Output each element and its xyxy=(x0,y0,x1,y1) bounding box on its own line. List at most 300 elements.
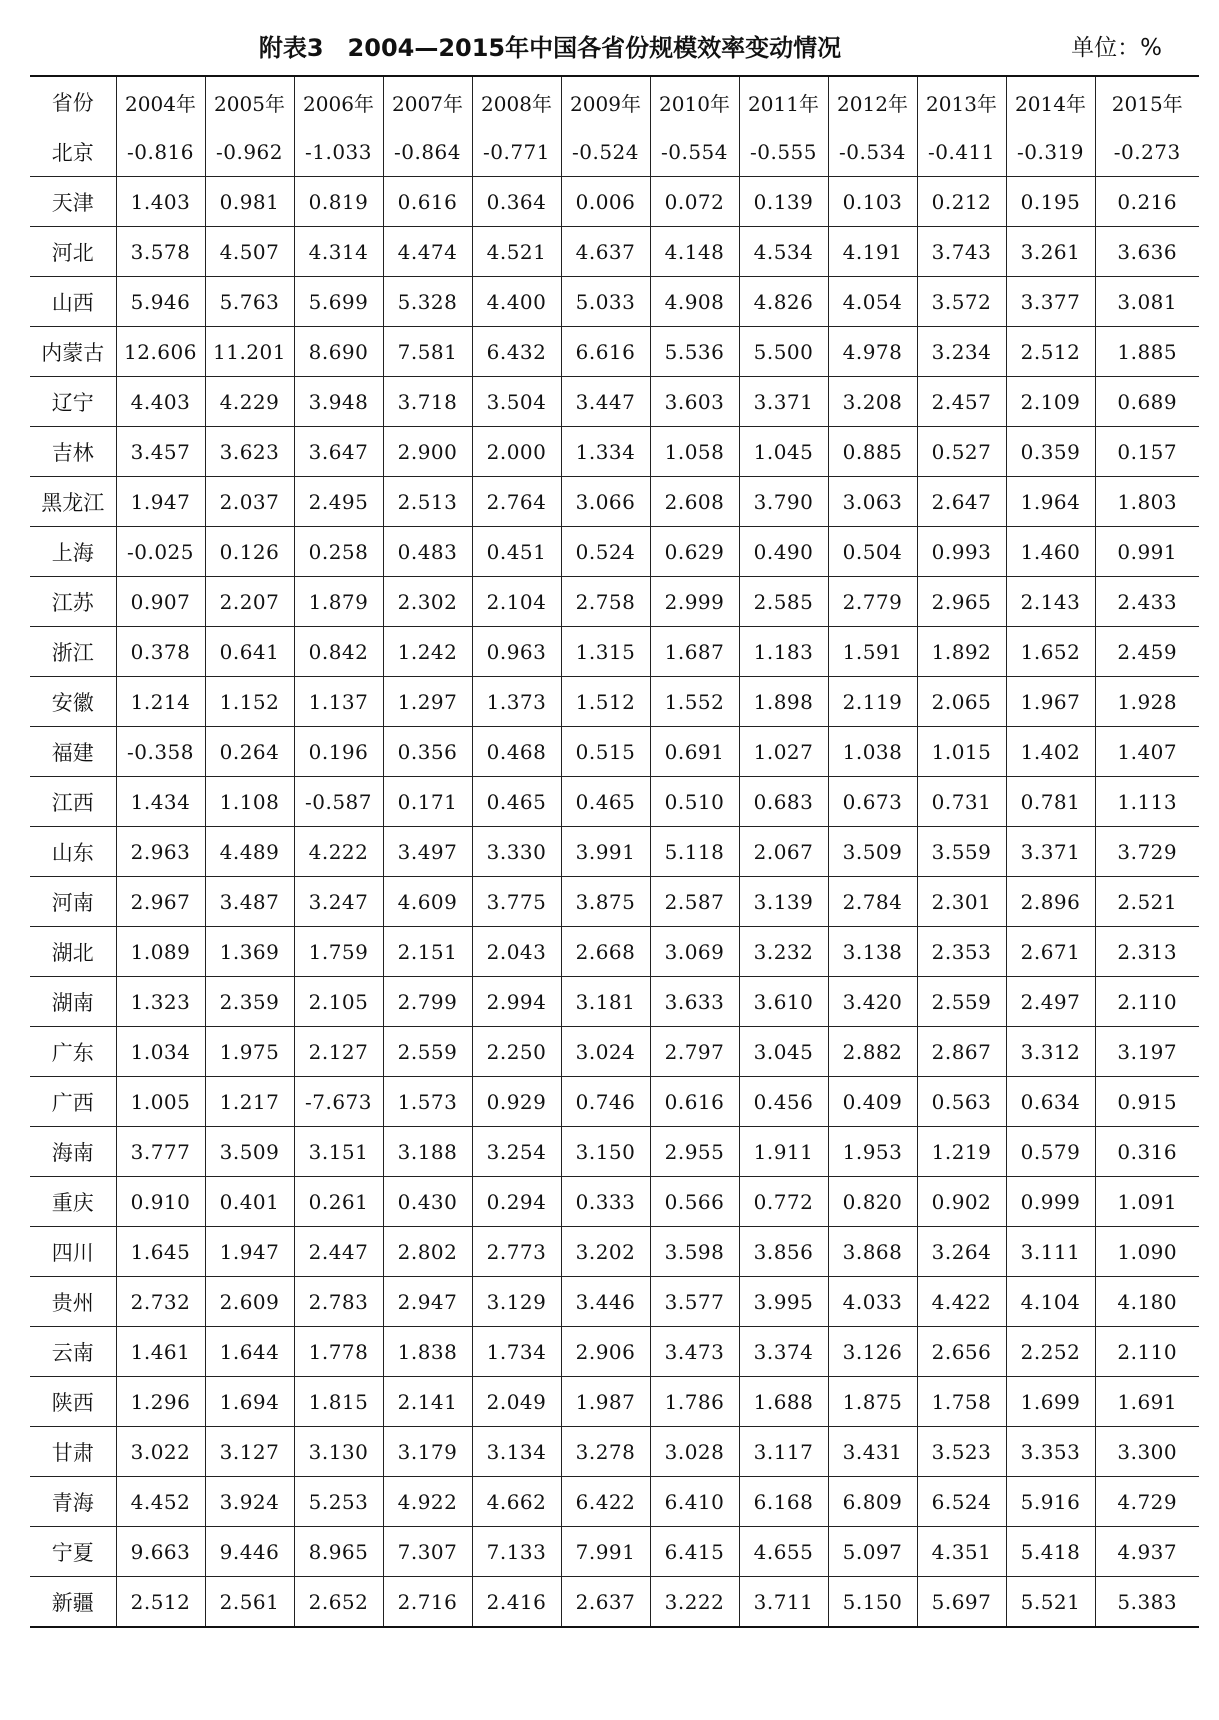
value-cell: 2.716 xyxy=(383,1577,472,1628)
value-cell: 4.729 xyxy=(1095,1477,1199,1527)
province-cell: 山东 xyxy=(30,827,116,877)
value-cell: 0.527 xyxy=(917,427,1006,477)
value-cell: 2.637 xyxy=(561,1577,650,1628)
value-cell: 1.461 xyxy=(116,1327,205,1377)
value-cell: 0.465 xyxy=(561,777,650,827)
value-cell: 1.898 xyxy=(739,677,828,727)
value-cell: 2.512 xyxy=(1006,327,1095,377)
value-cell: 4.403 xyxy=(116,377,205,427)
value-cell: 5.033 xyxy=(561,277,650,327)
table-row xyxy=(30,777,1199,827)
table-title: 附表3 2004—2015年中国各省份规模效率变动情况 xyxy=(258,34,842,62)
province-cell: 云南 xyxy=(30,1327,116,1377)
value-cell: 4.400 xyxy=(472,277,561,327)
value-cell: 4.826 xyxy=(739,277,828,327)
value-cell: 7.581 xyxy=(383,327,472,377)
province-cell: 北京 xyxy=(30,127,116,177)
value-cell: 3.247 xyxy=(294,877,383,927)
value-cell: 4.351 xyxy=(917,1527,1006,1577)
table-row xyxy=(30,227,1199,277)
table-row xyxy=(30,427,1199,477)
value-cell: 1.113 xyxy=(1095,777,1199,827)
value-cell: 1.953 xyxy=(828,1127,917,1177)
value-cell: 1.027 xyxy=(739,727,828,777)
value-cell: 1.652 xyxy=(1006,627,1095,677)
value-cell: 0.616 xyxy=(650,1077,739,1127)
value-cell: 0.139 xyxy=(739,177,828,227)
value-cell: 3.743 xyxy=(917,227,1006,277)
value-cell: 3.264 xyxy=(917,1227,1006,1277)
value-cell: 1.734 xyxy=(472,1327,561,1377)
value-cell: 2.110 xyxy=(1095,977,1199,1027)
value-cell: 5.118 xyxy=(650,827,739,877)
value-cell: 6.422 xyxy=(561,1477,650,1527)
value-cell: 1.219 xyxy=(917,1127,1006,1177)
value-cell: 2.773 xyxy=(472,1227,561,1277)
value-cell: 3.487 xyxy=(205,877,294,927)
value-cell: 5.699 xyxy=(294,277,383,327)
value-cell: 2.459 xyxy=(1095,627,1199,677)
table-row xyxy=(30,927,1199,977)
header-row xyxy=(30,76,1199,127)
value-cell: 2.799 xyxy=(383,977,472,1027)
value-cell: 4.662 xyxy=(472,1477,561,1527)
year-column-header: 2006年 xyxy=(294,76,383,127)
value-cell: 2.779 xyxy=(828,577,917,627)
value-cell: -0.555 xyxy=(739,127,828,177)
value-cell: 1.217 xyxy=(205,1077,294,1127)
value-cell: 4.655 xyxy=(739,1527,828,1577)
value-cell: 6.432 xyxy=(472,327,561,377)
value-cell: 3.129 xyxy=(472,1277,561,1327)
province-cell: 甘肃 xyxy=(30,1427,116,1477)
value-cell: 3.138 xyxy=(828,927,917,977)
value-cell: 0.216 xyxy=(1095,177,1199,227)
value-cell: 2.043 xyxy=(472,927,561,977)
value-cell: 7.133 xyxy=(472,1527,561,1577)
province-cell: 陕西 xyxy=(30,1377,116,1427)
value-cell: 2.652 xyxy=(294,1577,383,1628)
value-cell: 8.965 xyxy=(294,1527,383,1577)
value-cell: 0.689 xyxy=(1095,377,1199,427)
value-cell: 4.922 xyxy=(383,1477,472,1527)
value-cell: 1.591 xyxy=(828,627,917,677)
value-cell: 2.110 xyxy=(1095,1327,1199,1377)
value-cell: 3.069 xyxy=(650,927,739,977)
value-cell: 3.497 xyxy=(383,827,472,877)
value-cell: 3.024 xyxy=(561,1027,650,1077)
value-cell: 1.885 xyxy=(1095,327,1199,377)
value-cell: 0.196 xyxy=(294,727,383,777)
value-cell: 2.521 xyxy=(1095,877,1199,927)
province-column-header: 省份 xyxy=(51,91,94,115)
value-cell: 3.603 xyxy=(650,377,739,427)
value-cell: 0.171 xyxy=(383,777,472,827)
value-cell: 5.328 xyxy=(383,277,472,327)
value-cell: 0.483 xyxy=(383,527,472,577)
value-cell: 4.422 xyxy=(917,1277,1006,1327)
value-cell: 1.964 xyxy=(1006,477,1095,527)
value-cell: 4.033 xyxy=(828,1277,917,1327)
value-cell: 2.104 xyxy=(472,577,561,627)
value-cell: 1.214 xyxy=(116,677,205,727)
value-cell: 1.694 xyxy=(205,1377,294,1427)
table-row xyxy=(30,977,1199,1027)
value-cell: 1.911 xyxy=(739,1127,828,1177)
value-cell: 1.928 xyxy=(1095,677,1199,727)
value-cell: 1.045 xyxy=(739,427,828,477)
value-cell: 0.746 xyxy=(561,1077,650,1127)
year-column-header: 2012年 xyxy=(828,76,917,127)
value-cell: 0.842 xyxy=(294,627,383,677)
value-cell: 3.924 xyxy=(205,1477,294,1527)
value-cell: 2.965 xyxy=(917,577,1006,627)
value-cell: 3.509 xyxy=(205,1127,294,1177)
value-cell: -0.319 xyxy=(1006,127,1095,177)
value-cell: 6.410 xyxy=(650,1477,739,1527)
value-cell: 3.111 xyxy=(1006,1227,1095,1277)
value-cell: 3.856 xyxy=(739,1227,828,1277)
value-cell: 0.691 xyxy=(650,727,739,777)
value-cell: 3.572 xyxy=(917,277,1006,327)
table-row xyxy=(30,177,1199,227)
value-cell: 4.104 xyxy=(1006,1277,1095,1327)
province-cell: 上海 xyxy=(30,527,116,577)
year-column-header: 2009年 xyxy=(561,76,650,127)
value-cell: 0.294 xyxy=(472,1177,561,1227)
value-cell: 0.409 xyxy=(828,1077,917,1127)
value-cell: 3.261 xyxy=(1006,227,1095,277)
province-cell: 安徽 xyxy=(30,677,116,727)
value-cell: 3.729 xyxy=(1095,827,1199,877)
year-column-header: 2004年 xyxy=(116,76,205,127)
table-row xyxy=(30,127,1199,177)
value-cell: 0.991 xyxy=(1095,527,1199,577)
value-cell: 0.510 xyxy=(650,777,739,827)
value-cell: 0.641 xyxy=(205,627,294,677)
value-cell: 5.916 xyxy=(1006,1477,1095,1527)
province-cell: 浙江 xyxy=(30,627,116,677)
province-cell: 天津 xyxy=(30,177,116,227)
value-cell: 2.559 xyxy=(917,977,1006,1027)
value-cell: 4.054 xyxy=(828,277,917,327)
value-cell: 1.699 xyxy=(1006,1377,1095,1427)
value-cell: 2.049 xyxy=(472,1377,561,1427)
value-cell: 2.585 xyxy=(739,577,828,627)
value-cell: 3.598 xyxy=(650,1227,739,1277)
value-cell: 1.512 xyxy=(561,677,650,727)
value-cell: 2.906 xyxy=(561,1327,650,1377)
value-cell: 3.134 xyxy=(472,1427,561,1477)
value-cell: 3.045 xyxy=(739,1027,828,1077)
value-cell: -0.816 xyxy=(116,127,205,177)
value-cell: 6.524 xyxy=(917,1477,1006,1527)
value-cell: 1.879 xyxy=(294,577,383,627)
value-cell: 4.489 xyxy=(205,827,294,877)
value-cell: 3.875 xyxy=(561,877,650,927)
value-cell: 1.786 xyxy=(650,1377,739,1427)
value-cell: 5.383 xyxy=(1095,1577,1199,1628)
value-cell: 2.947 xyxy=(383,1277,472,1327)
value-cell: 4.180 xyxy=(1095,1277,1199,1327)
value-cell: 5.697 xyxy=(917,1577,1006,1628)
province-cell: 新疆 xyxy=(51,1590,94,1615)
value-cell: 0.993 xyxy=(917,527,1006,577)
value-cell: 2.732 xyxy=(116,1277,205,1327)
province-cell: 内蒙古 xyxy=(30,327,116,377)
value-cell: 3.431 xyxy=(828,1427,917,1477)
province-cell: 河南 xyxy=(30,877,116,927)
value-cell: 0.629 xyxy=(650,527,739,577)
province-cell: 广东 xyxy=(30,1027,116,1077)
value-cell: 0.258 xyxy=(294,527,383,577)
value-cell: 1.987 xyxy=(561,1377,650,1427)
province-cell: 吉林 xyxy=(30,427,116,477)
value-cell: 3.578 xyxy=(116,227,205,277)
value-cell: 2.301 xyxy=(917,877,1006,927)
value-cell: 0.902 xyxy=(917,1177,1006,1227)
value-cell: 3.420 xyxy=(828,977,917,1027)
value-cell: 5.097 xyxy=(828,1527,917,1577)
province-cell: 江苏 xyxy=(30,577,116,627)
value-cell: 0.579 xyxy=(1006,1127,1095,1177)
value-cell: 4.148 xyxy=(650,227,739,277)
year-column-header: 2008年 xyxy=(472,76,561,127)
value-cell: 2.955 xyxy=(650,1127,739,1177)
value-cell: 6.168 xyxy=(739,1477,828,1527)
value-cell: 4.229 xyxy=(205,377,294,427)
value-cell: 0.261 xyxy=(294,1177,383,1227)
table-row xyxy=(30,1527,1199,1577)
value-cell: 0.673 xyxy=(828,777,917,827)
value-cell: 3.559 xyxy=(917,827,1006,877)
value-cell: 0.772 xyxy=(739,1177,828,1227)
value-cell: 2.671 xyxy=(1006,927,1095,977)
value-cell: 1.803 xyxy=(1095,477,1199,527)
value-cell: 4.978 xyxy=(828,327,917,377)
value-cell: 3.509 xyxy=(828,827,917,877)
table-row xyxy=(30,527,1199,577)
value-cell: 5.150 xyxy=(828,1577,917,1628)
value-cell: 0.465 xyxy=(472,777,561,827)
value-cell: 1.089 xyxy=(116,927,205,977)
table-row xyxy=(30,1077,1199,1127)
year-column-header: 2013年 xyxy=(917,76,1006,127)
value-cell: 1.373 xyxy=(472,677,561,727)
value-cell: 2.668 xyxy=(561,927,650,977)
value-cell: 1.403 xyxy=(116,177,205,227)
table-row xyxy=(30,1227,1199,1277)
table-row xyxy=(30,1177,1199,1227)
value-cell: 1.242 xyxy=(383,627,472,677)
value-cell: 0.451 xyxy=(472,527,561,577)
value-cell: 2.250 xyxy=(472,1027,561,1077)
value-cell: 0.468 xyxy=(472,727,561,777)
value-cell: 1.892 xyxy=(917,627,1006,677)
value-cell: 2.758 xyxy=(561,577,650,627)
value-cell: 9.446 xyxy=(205,1527,294,1577)
value-cell: 2.065 xyxy=(917,677,1006,727)
value-cell: 4.609 xyxy=(383,877,472,927)
value-cell: 3.202 xyxy=(561,1227,650,1277)
table-row xyxy=(30,877,1199,927)
value-cell: -0.771 xyxy=(472,127,561,177)
value-cell: 0.616 xyxy=(383,177,472,227)
value-cell: -0.962 xyxy=(205,127,294,177)
value-cell: 2.495 xyxy=(294,477,383,527)
value-cell: 6.415 xyxy=(650,1527,739,1577)
value-cell: 0.907 xyxy=(116,577,205,627)
value-cell: 0.490 xyxy=(739,527,828,577)
value-cell: 2.359 xyxy=(205,977,294,1027)
value-cell: 2.784 xyxy=(828,877,917,927)
value-cell: 0.781 xyxy=(1006,777,1095,827)
value-cell: 3.777 xyxy=(116,1127,205,1177)
value-cell: 2.497 xyxy=(1006,977,1095,1027)
value-cell: 0.963 xyxy=(472,627,561,677)
value-cell: 2.999 xyxy=(650,577,739,627)
value-cell: 3.232 xyxy=(739,927,828,977)
value-cell: 1.108 xyxy=(205,777,294,827)
value-cell: 2.252 xyxy=(1006,1327,1095,1377)
value-cell: 0.072 xyxy=(650,177,739,227)
value-cell: 4.534 xyxy=(739,227,828,277)
value-cell: 2.127 xyxy=(294,1027,383,1077)
value-cell: 0.929 xyxy=(472,1077,561,1127)
value-cell: 3.948 xyxy=(294,377,383,427)
table-row xyxy=(30,1127,1199,1177)
value-cell: 3.377 xyxy=(1006,277,1095,327)
province-cell: 福建 xyxy=(30,727,116,777)
value-cell: 2.797 xyxy=(650,1027,739,1077)
value-cell: 2.109 xyxy=(1006,377,1095,427)
value-cell: 0.316 xyxy=(1095,1127,1199,1177)
value-cell: 3.127 xyxy=(205,1427,294,1477)
value-cell: 0.566 xyxy=(650,1177,739,1227)
value-cell: 4.908 xyxy=(650,277,739,327)
value-cell: 2.143 xyxy=(1006,577,1095,627)
unit-label: 单位：% xyxy=(1071,35,1162,61)
value-cell: 0.212 xyxy=(917,177,1006,227)
value-cell: 3.711 xyxy=(739,1577,828,1628)
value-cell: 1.460 xyxy=(1006,527,1095,577)
province-cell: 广西 xyxy=(30,1077,116,1127)
value-cell: 3.775 xyxy=(472,877,561,927)
value-cell: 0.999 xyxy=(1006,1177,1095,1227)
value-cell: 2.151 xyxy=(383,927,472,977)
value-cell: 3.130 xyxy=(294,1427,383,1477)
value-cell: 0.333 xyxy=(561,1177,650,1227)
province-cell: 重庆 xyxy=(30,1177,116,1227)
value-cell: 3.330 xyxy=(472,827,561,877)
value-cell: 2.447 xyxy=(294,1227,383,1277)
value-cell: 3.197 xyxy=(1095,1027,1199,1077)
value-cell: 1.369 xyxy=(205,927,294,977)
value-cell: 3.523 xyxy=(917,1427,1006,1477)
value-cell: 1.297 xyxy=(383,677,472,727)
table-row xyxy=(30,1327,1199,1377)
value-cell: 3.353 xyxy=(1006,1427,1095,1477)
value-cell: 0.364 xyxy=(472,177,561,227)
value-cell: 7.307 xyxy=(383,1527,472,1577)
value-cell: 3.504 xyxy=(472,377,561,427)
province-cell: 海南 xyxy=(30,1127,116,1177)
value-cell: 5.763 xyxy=(205,277,294,327)
value-cell: 0.195 xyxy=(1006,177,1095,227)
value-cell: 2.141 xyxy=(383,1377,472,1427)
value-cell: 1.334 xyxy=(561,427,650,477)
value-cell: 0.981 xyxy=(205,177,294,227)
value-cell: -0.025 xyxy=(116,527,205,577)
value-cell: 0.126 xyxy=(205,527,294,577)
value-cell: 5.946 xyxy=(116,277,205,327)
table-row xyxy=(30,627,1199,677)
table-row xyxy=(30,577,1199,627)
value-cell: 0.456 xyxy=(739,1077,828,1127)
value-cell: 1.183 xyxy=(739,627,828,677)
value-cell: 3.139 xyxy=(739,877,828,927)
value-cell: 5.253 xyxy=(294,1477,383,1527)
value-cell: 3.371 xyxy=(1006,827,1095,877)
value-cell: 3.234 xyxy=(917,327,1006,377)
province-cell: 辽宁 xyxy=(30,377,116,427)
value-cell: 2.882 xyxy=(828,1027,917,1077)
table-row xyxy=(30,1477,1199,1527)
value-cell: 1.759 xyxy=(294,927,383,977)
value-cell: 0.157 xyxy=(1095,427,1199,477)
value-cell: 3.633 xyxy=(650,977,739,1027)
year-column-header: 2014年 xyxy=(1006,76,1095,127)
value-cell: 0.264 xyxy=(205,727,294,777)
value-cell: 3.868 xyxy=(828,1227,917,1277)
value-cell: 2.561 xyxy=(205,1577,294,1628)
value-cell: 2.587 xyxy=(650,877,739,927)
value-cell: 3.066 xyxy=(561,477,650,527)
value-cell: -1.033 xyxy=(294,127,383,177)
value-cell: 6.809 xyxy=(828,1477,917,1527)
table-row xyxy=(30,827,1199,877)
year-column-header: 2011年 xyxy=(739,76,828,127)
value-cell: -0.554 xyxy=(650,127,739,177)
value-cell: 2.313 xyxy=(1095,927,1199,977)
value-cell: 4.474 xyxy=(383,227,472,277)
value-cell: 2.783 xyxy=(294,1277,383,1327)
value-cell: 0.819 xyxy=(294,177,383,227)
value-cell: 1.758 xyxy=(917,1377,1006,1427)
value-cell: 3.446 xyxy=(561,1277,650,1327)
scale-efficiency-table xyxy=(30,75,1199,1628)
value-cell: 4.937 xyxy=(1095,1527,1199,1577)
value-cell: 1.152 xyxy=(205,677,294,727)
value-cell: 0.885 xyxy=(828,427,917,477)
value-cell: 7.991 xyxy=(561,1527,650,1577)
value-cell: 3.636 xyxy=(1095,227,1199,277)
value-cell: 1.688 xyxy=(739,1377,828,1427)
year-column-header: 2007年 xyxy=(383,76,472,127)
value-cell: 5.536 xyxy=(650,327,739,377)
value-cell: 1.315 xyxy=(561,627,650,677)
value-cell: 1.573 xyxy=(383,1077,472,1127)
table-row xyxy=(30,477,1199,527)
value-cell: 6.616 xyxy=(561,327,650,377)
value-cell: 1.947 xyxy=(116,477,205,527)
table-row xyxy=(30,1427,1199,1477)
value-cell: 4.637 xyxy=(561,227,650,277)
value-cell: 2.433 xyxy=(1095,577,1199,627)
value-cell: 2.609 xyxy=(205,1277,294,1327)
value-cell: 3.151 xyxy=(294,1127,383,1177)
value-cell: 2.656 xyxy=(917,1327,1006,1377)
